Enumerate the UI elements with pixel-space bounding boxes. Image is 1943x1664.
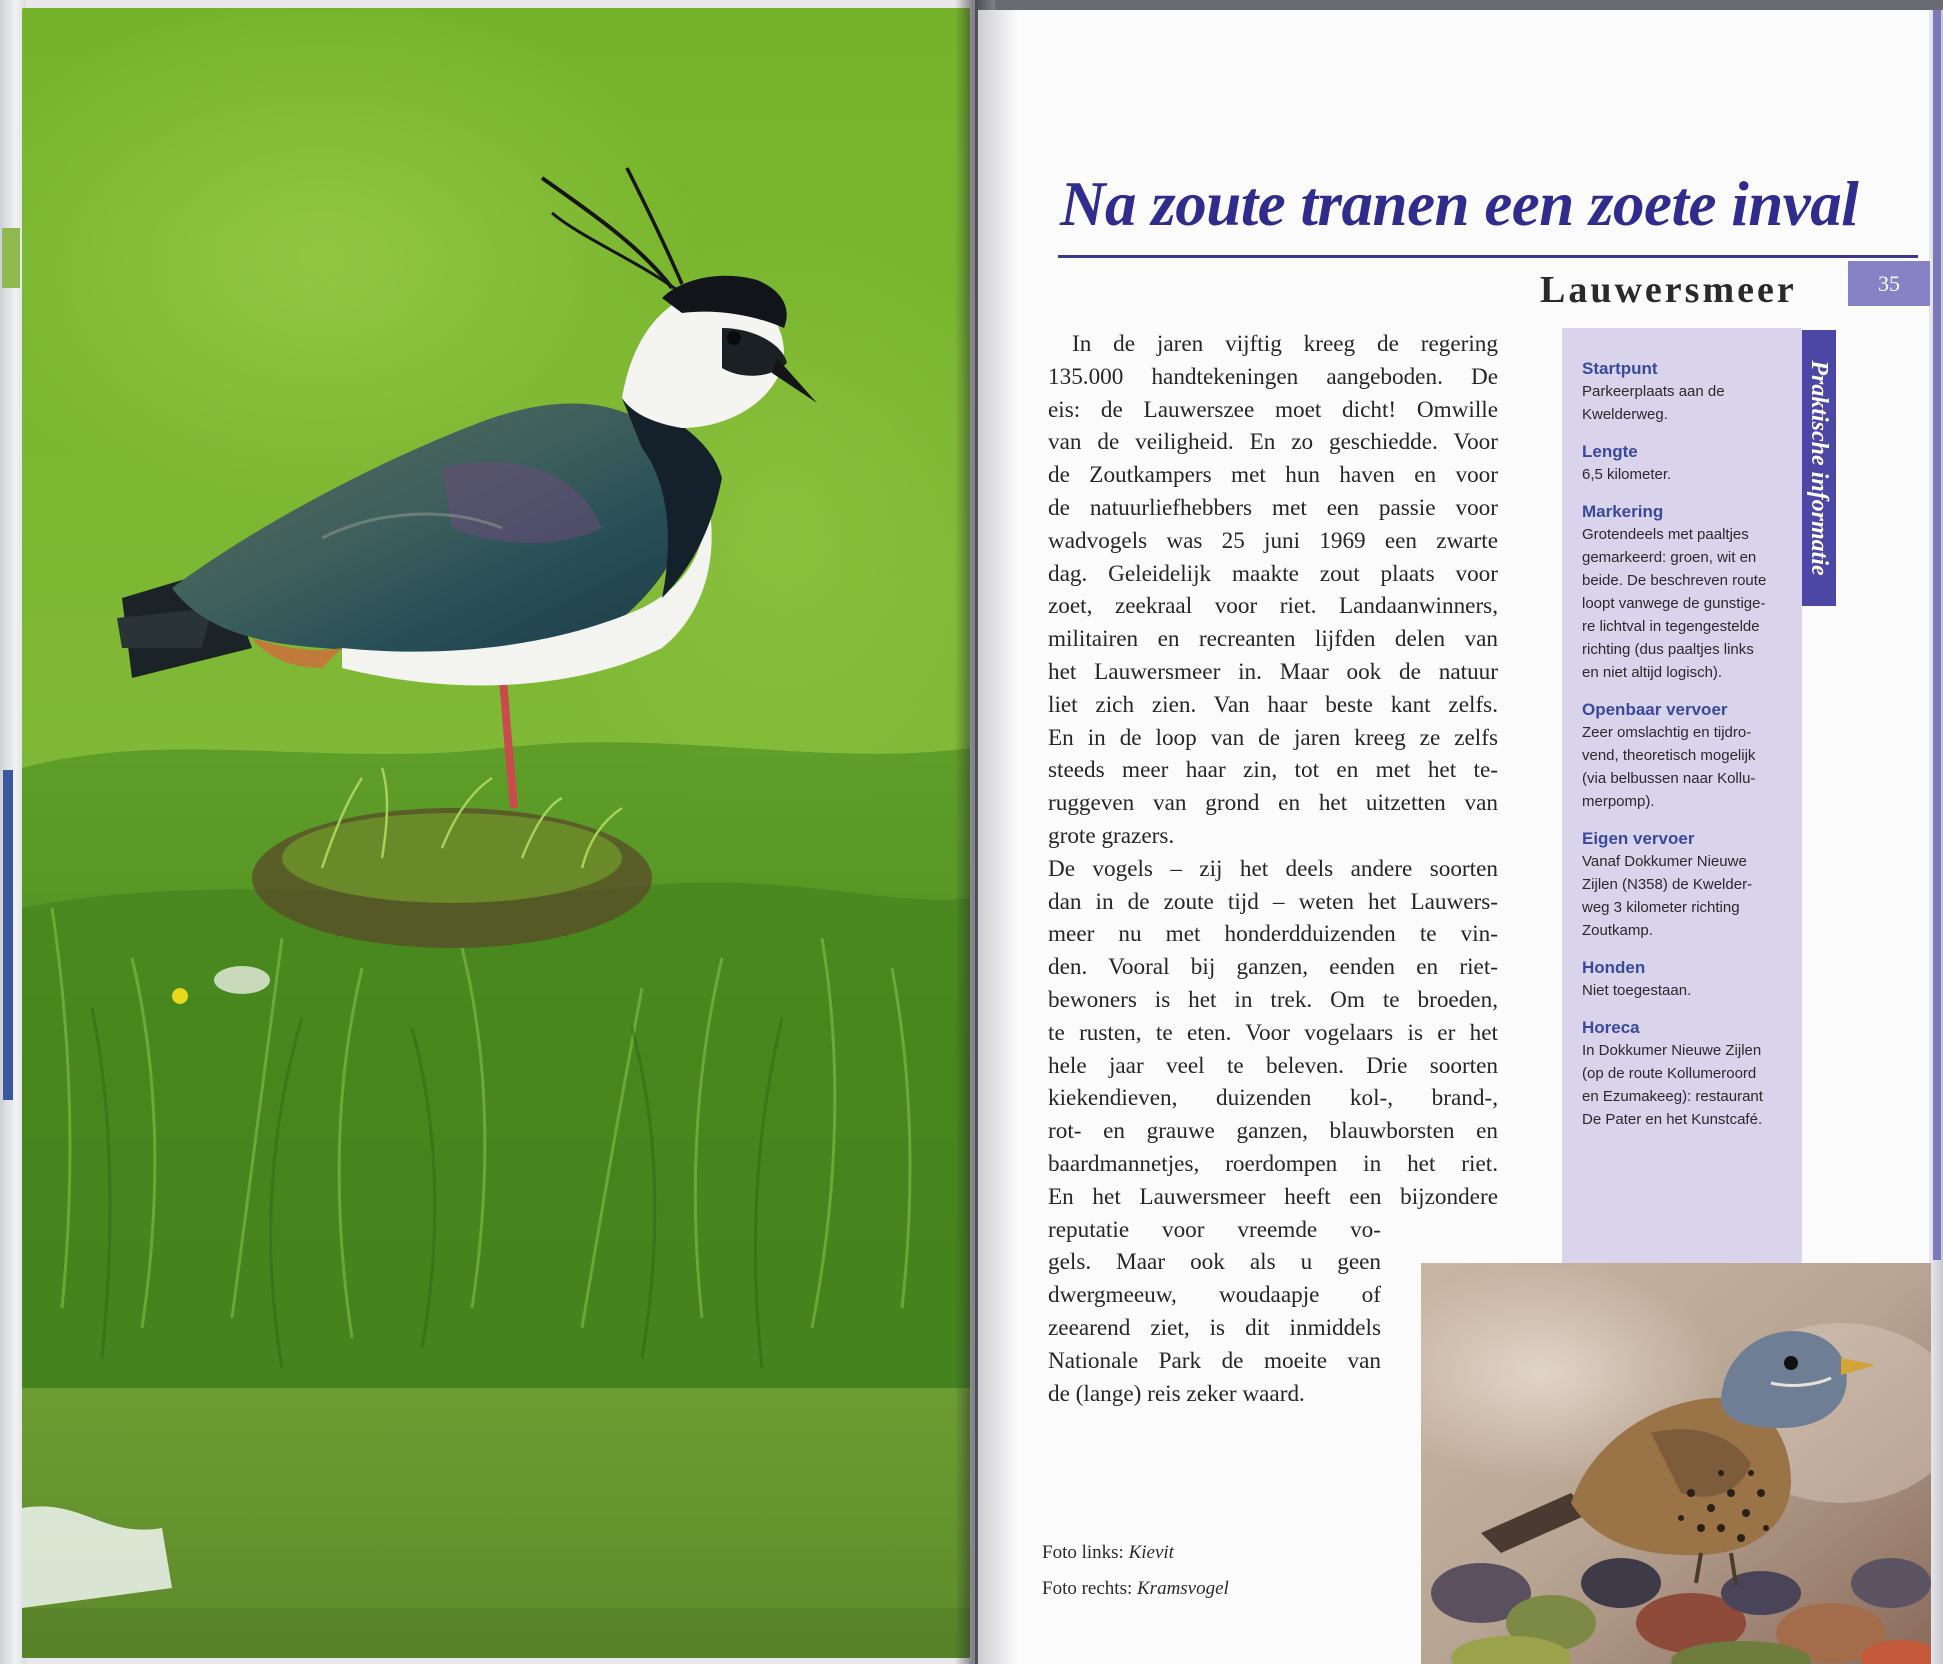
body-line: reputatie voor vreemde vo- (1048, 1216, 1381, 1243)
info-item-markering: Markering Grotendeels met paaltjes gemarkeerd: groen, wit en beide. De beschreven route loopt vanwege de gunstige- re lichtval in tegengestelde richting (dus paaltjes links en niet altijd logisch). (1582, 502, 1767, 681)
info-item-openbaar-vervoer: Openbaar vervoer Zeer omslachtig en tijdro- vend, theoretisch mogelijk (via belbussen naar Kollu- merpomp). (1582, 700, 1756, 810)
body-line: dan in de zoute tijd – weten het Lauwers- (1048, 888, 1498, 915)
body-line: ruggeven van grond en het uitzetten van (1048, 790, 1498, 817)
body-line: baardmannetjes, roerdompen in het riet. (1048, 1150, 1498, 1177)
body-line: militairen en recreanten lijfden delen van (1048, 626, 1498, 653)
right-page-edge (1929, 10, 1943, 1664)
body-line: den. Vooral bij ganzen, eenden en riet- (1048, 954, 1498, 981)
body-line: gels. Maar ook als u geen (1048, 1249, 1381, 1276)
page-title: Na zoute tranen een zoete inval (1060, 169, 1859, 239)
body-line: zeearend ziet, is dit inmiddels (1048, 1314, 1381, 1341)
body-line: hele jaar veel te beleven. Drie soorten (1048, 1052, 1498, 1079)
page-subtitle: Lauwersmeer (1540, 269, 1797, 311)
lapwing-photo (22, 8, 970, 1658)
body-line: meer nu met honderdduizenden te vin- (1048, 921, 1498, 948)
body-line: grote grazers. (1048, 822, 1175, 849)
page-number: 35 (1848, 261, 1930, 306)
body-line: En in de loop van de jaren kreeg ze zelfs (1048, 724, 1498, 751)
caption-right: Foto rechts: Kramsvogel (1042, 1578, 1229, 1599)
body-line: van de veiligheid. En zo geschiedde. Voor (1048, 429, 1498, 456)
right-page (978, 10, 1943, 1664)
body-line: de (lange) reis zeker waard. (1048, 1380, 1305, 1407)
info-item-eigen-vervoer: Eigen vervoer Vanaf Dokkumer Nieuwe Zijlen (N358) de Kwelder- weg 3 kilometer richting Zoutkamp. (1582, 829, 1753, 939)
body-line: En het Lauwersmeer heeft een bijzondere (1048, 1183, 1498, 1210)
info-item-startpunt: Startpunt Parkeerplaats aan de Kwelderweg. (1582, 359, 1725, 423)
info-item-lengte: Lengte 6,5 kilometer. (1582, 442, 1672, 483)
info-label: Praktische informatie (1806, 360, 1832, 576)
info-item-horeca: Horeca In Dokkumer Nieuwe Zijlen (op de route Kollumeroord en Ezumakeeg): restaurant De Pater en het Kunstcafé. (1582, 1018, 1763, 1128)
body-line: liet zich zien. Van haar beste kant zelfs. (1048, 691, 1498, 718)
body-line: te rusten, te eten. Voor vogelaars is er het (1048, 1019, 1498, 1046)
body-line: bewoners is het in trek. Om te broeden, (1048, 986, 1498, 1013)
body-line: eis: de Lauwerszee moet dicht! Omwille (1048, 396, 1498, 423)
body-line: zoet, zeekraal voor riet. Landaanwinners, (1048, 593, 1498, 620)
body-line: De vogels – zij het deels andere soorten (1048, 855, 1498, 882)
body-line: rot- en grauwe ganzen, blauwborsten en (1048, 1118, 1498, 1145)
body-line: de natuurliefhebbers met een passie voor (1048, 494, 1498, 521)
body-line: In de jaren vijftig kreeg de regering (1072, 331, 1498, 357)
body-line: kiekendieven, duizenden kol-, brand-, (1048, 1085, 1498, 1112)
body-line: de Zoutkampers met hun haven en voor (1048, 462, 1498, 489)
photo-captions (1042, 1535, 1342, 1607)
body-line: steeds meer haar zin, tot en met het te- (1048, 757, 1498, 784)
info-label-tab (1802, 330, 1836, 606)
body-line: wadvogels was 25 juni 1969 een zwarte (1048, 527, 1498, 554)
body-line: 135.000 handtekeningen aangeboden. De (1048, 363, 1498, 390)
body-line: dwergmeeuw, woudaapje of (1048, 1282, 1381, 1309)
body-line: Nationale Park de moeite van (1048, 1347, 1381, 1374)
body-line: het Lauwersmeer in. Maar ook de natuur (1048, 658, 1498, 685)
info-sidebar (1562, 328, 1802, 1268)
caption-left: Foto links: Kievit (1042, 1542, 1174, 1563)
article-body (1048, 328, 1498, 1410)
fieldfare-photo (1421, 1263, 1931, 1664)
body-line: dag. Geleidelijk maakte zout plaats voor (1048, 560, 1498, 587)
title-rule (1058, 255, 1918, 258)
info-item-honden: Honden Niet toegestaan. (1582, 958, 1692, 999)
